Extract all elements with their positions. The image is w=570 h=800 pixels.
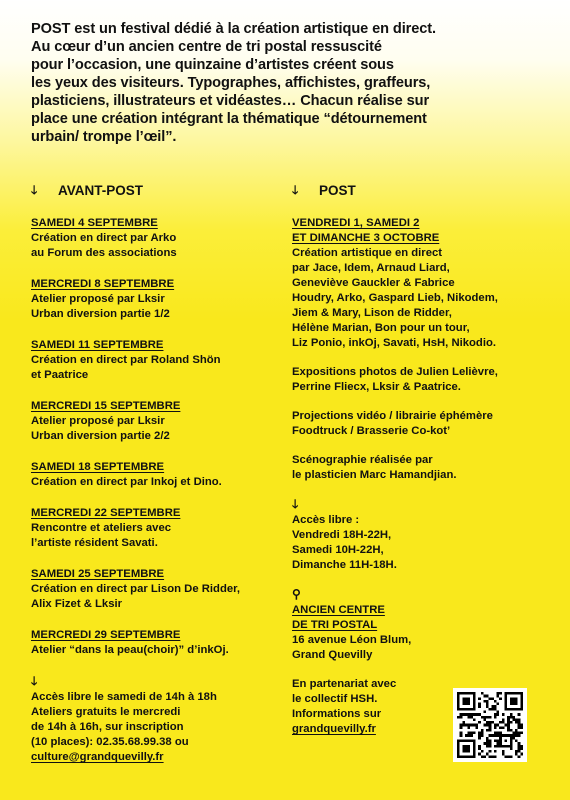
- qr-code-graphic: [457, 692, 523, 758]
- partner-line: En partenariat avec: [292, 678, 397, 690]
- event-item: [31, 216, 281, 261]
- creation-line: par Jace, Idem, Arnaud Liard,: [292, 262, 450, 274]
- creation-line: Houdry, Arko, Gaspard Lieb, Nikodem,: [292, 292, 498, 304]
- event-line: Urban diversion partie 1/2: [31, 308, 170, 320]
- event-line: Urban diversion partie 2/2: [31, 430, 170, 442]
- location-pin-icon: ⚲: [292, 587, 301, 601]
- creation-line: Création artistique en direct: [292, 247, 443, 259]
- event-date: SAMEDI 4 SEPTEMBRE: [31, 217, 158, 229]
- event-line: Création en direct par Roland Shön: [31, 354, 221, 366]
- event-line: au Forum des associations: [31, 247, 177, 259]
- access-line: Vendredi 18H-22H,: [292, 529, 392, 541]
- qr-code[interactable]: [453, 688, 527, 762]
- arrow-down-icon: 🡓: [31, 674, 38, 688]
- avant-post-info: [31, 690, 281, 765]
- event-date: SAMEDI 25 SEPTEMBRE: [31, 568, 165, 580]
- address-line: 16 avenue Léon Blum,: [292, 634, 412, 646]
- intro-line: place une création intégrant la thématique “détournement: [31, 111, 427, 127]
- arrow-down-icon: 🡓: [292, 497, 299, 511]
- expo-line: Expositions photos de Julien Lelièvre,: [292, 366, 498, 378]
- event-line: l’artiste résident Savati.: [31, 537, 158, 549]
- event-line: Création en direct par Lison De Ridder,: [31, 583, 241, 595]
- event-line: Atelier proposé par Lksir: [31, 293, 165, 305]
- access-line: Samedi 10H-22H,: [292, 544, 384, 556]
- post-venue: [292, 603, 554, 663]
- post-exhibitions: [292, 365, 554, 395]
- address-line: Grand Quevilly: [292, 649, 373, 661]
- event-line: Rencontre et ateliers avec: [31, 522, 172, 534]
- info-line: Ateliers gratuits le mercredi: [31, 706, 181, 718]
- post-column: [292, 180, 554, 737]
- partner-line: Informations sur: [292, 708, 382, 720]
- venue-line: ANCIEN CENTRE: [292, 604, 385, 616]
- website-link[interactable]: grandquevilly.fr: [292, 723, 376, 735]
- access-line: Dimanche 11H-18H.: [292, 559, 397, 571]
- projection-line: Foodtruck / Brasserie Co-kot’: [292, 425, 451, 437]
- event-line: Atelier proposé par Lksir: [31, 415, 165, 427]
- scenographie-line: le plasticien Marc Hamandjian.: [292, 469, 457, 481]
- avant-post-title: AVANT-POST: [58, 182, 144, 198]
- event-date: MERCREDI 22 SEPTEMBRE: [31, 507, 181, 519]
- partner-line: le collectif HSH.: [292, 693, 378, 705]
- post-date: [292, 216, 554, 246]
- event-line: Atelier “dans la peau(choir)” d’inkOj.: [31, 644, 229, 656]
- avant-post-heading: [31, 180, 281, 200]
- event-item: [31, 628, 281, 658]
- projection-line: Projections vidéo / librairie éphémère: [292, 410, 493, 422]
- event-item: [31, 277, 281, 322]
- event-line: Création en direct par Arko: [31, 232, 177, 244]
- scenographie-line: Scénographie réalisée par: [292, 454, 433, 466]
- email-link[interactable]: culture@grandquevilly.fr: [31, 751, 164, 763]
- event-item: [31, 460, 281, 490]
- event-line: et Paatrice: [31, 369, 89, 381]
- arrow-down-icon: 🡓: [31, 182, 38, 197]
- post-heading: [292, 180, 554, 200]
- event-date: MERCREDI 8 SEPTEMBRE: [31, 278, 175, 290]
- creation-line: Jiem & Mary, Lison de Ridder,: [292, 307, 452, 319]
- post-creation: [292, 246, 554, 351]
- intro-line: les yeux des visiteurs. Typographes, affichistes, graffeurs,: [31, 75, 431, 91]
- event-item: [31, 338, 281, 383]
- intro-line: POST est un festival dédié à la création artistique en direct.: [31, 21, 436, 37]
- intro-paragraph: [31, 20, 551, 146]
- info-line: Accès libre le samedi de 14h à 18h: [31, 691, 217, 703]
- arrow-down-icon: 🡓: [292, 182, 299, 197]
- event-date: SAMEDI 18 SEPTEMBRE: [31, 461, 165, 473]
- post-date-line: VENDREDI 1, SAMEDI 2: [292, 217, 420, 229]
- post-scenographie: [292, 453, 554, 483]
- intro-line: pour l’occasion, une quinzaine d’artistes créent sous: [31, 57, 394, 73]
- intro-line: urbain/ trompe l’œil”.: [31, 129, 177, 145]
- event-date: SAMEDI 11 SEPTEMBRE: [31, 339, 164, 351]
- event-item: [31, 399, 281, 444]
- event-item: [31, 567, 281, 612]
- creation-line: Liz Ponio, inkOj, Savati, HsH, Nikodio.: [292, 337, 497, 349]
- post-access: [292, 513, 554, 573]
- creation-line: Hélène Marian, Bon pour un tour,: [292, 322, 470, 334]
- post-date-line: ET DIMANCHE 3 OCTOBRE: [292, 232, 440, 244]
- post-title: POST: [319, 182, 356, 198]
- event-item: [31, 506, 281, 551]
- info-line: (10 places): 02.35.68.99.38 ou: [31, 736, 189, 748]
- info-line: de 14h à 16h, sur inscription: [31, 721, 184, 733]
- event-date: MERCREDI 29 SEPTEMBRE: [31, 629, 181, 641]
- post-projections: [292, 409, 554, 439]
- creation-line: Geneviève Gauckler & Fabrice: [292, 277, 455, 289]
- event-line: Création en direct par Inkoj et Dino.: [31, 476, 222, 488]
- access-line: Accès libre :: [292, 514, 360, 526]
- intro-line: plasticiens, illustrateurs et vidéastes… Chacun réalise sur: [31, 93, 430, 109]
- intro-line: Au cœur d’un ancien centre de tri postal ressuscité: [31, 39, 382, 55]
- expo-line: Perrine Fliecx, Lksir & Paatrice.: [292, 381, 461, 393]
- avant-post-column: [31, 180, 281, 765]
- event-line: Alix Fizet & Lksir: [31, 598, 123, 610]
- venue-line: DE TRI POSTAL: [292, 619, 378, 631]
- event-date: MERCREDI 15 SEPTEMBRE: [31, 400, 181, 412]
